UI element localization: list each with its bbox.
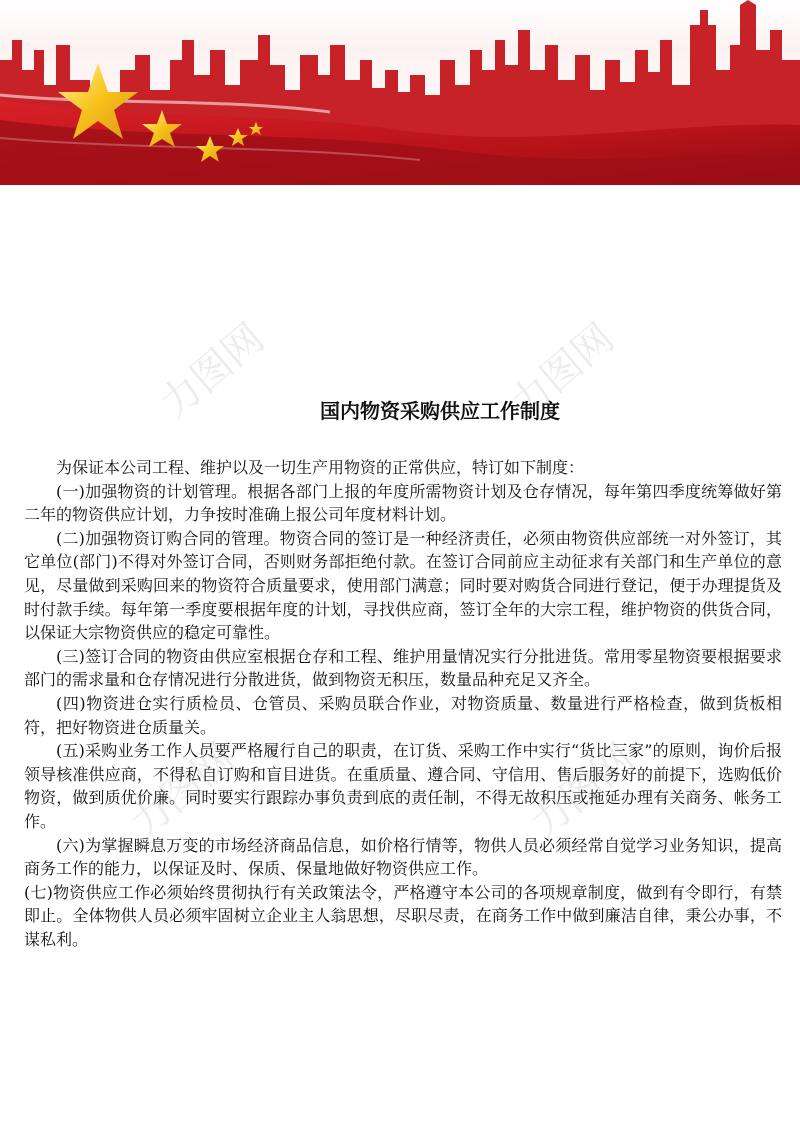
paragraph-6: (六)为掌握瞬息万变的市场经济商品信息，如价格行情等，物供人员必须经常自觉学习业务知识，提高商务工作的能力，以保证及时、保质、保量地做好物资供应工作。 <box>24 835 782 879</box>
paragraph-2: (二)加强物资订购合同的管理。物资合同的签订是一种经济责任，必须由物资供应部统一对外签订，其它单位(部门)不得对外签订合同，否则财务部拒绝付款。在签订合同前应主动征求有关部门和生产单位的意见，尽量做到采购回来的物资符合质量要求，使用部门满意；同时要对购货合同进行登记，便于办理提货及时付款手续。每年第一季度要根据年度的计划，寻找供应商，签订全年的大宗工程，维护物资的供货合同，以保证大宗物资供应的稳定可靠性。 <box>24 528 782 643</box>
paragraph-intro: 为保证本公司工程、维护以及一切生产用物资的正常供应，特订如下制度： <box>56 458 585 477</box>
document-body <box>24 456 782 951</box>
watermark: 力图网 <box>521 734 643 848</box>
document-title: 国内物资采购供应工作制度 <box>320 399 560 423</box>
paragraph-1: (一)加强物资的计划管理。根据各部门上报的年度所需物资计划及仓存情况，每年第四季度统筹做好第二年的物资供应计划，力争按时准确上报公司年度材料计划。 <box>24 481 782 525</box>
header-banner <box>0 0 800 185</box>
paragraph-7: (七)物资供应工作必须始终贯彻执行有关政策法令，严格遵守本公司的各项规章制度，做到有令即行，有禁即止。全体物供人员必须牢固树立企业主人翁思想，尽职尽责，在商务工作中做到廉洁自律，秉公办事，不谋私利。 <box>24 882 782 949</box>
paragraph-3: (三)签订合同的物资由供应室根据仓存和工程、维护用量情况实行分批进货。常用零星物资要根据要求部门的需求量和仓存情况进行分散进货，做到物资无积压，数量品种充足又齐全。 <box>24 646 782 690</box>
paragraph-4: (四)物资进仓实行质检员、仓管员、采购员联合作业，对物资质量、数量进行严格检查，做到货板相符，把好物资进仓质量关。 <box>24 693 782 737</box>
watermark: 力图网 <box>501 314 623 428</box>
watermark: 力图网 <box>151 314 273 428</box>
paragraph-5: (五)采购业务工作人员要严格履行自己的职责，在订货、采购工作中实行“货比三家”的原则，询价后报领导核准供应商，不得私自订购和盲目进货。在重质量、遵合同、守信用、售后服务好的前提下，选购低价物资，做到质优价廉。同时要实行跟踪办事负责到底的责任制，不得无故积压或拖延办理有关商务、帐务工作。 <box>24 741 782 831</box>
watermark: 力图网 <box>121 734 243 848</box>
